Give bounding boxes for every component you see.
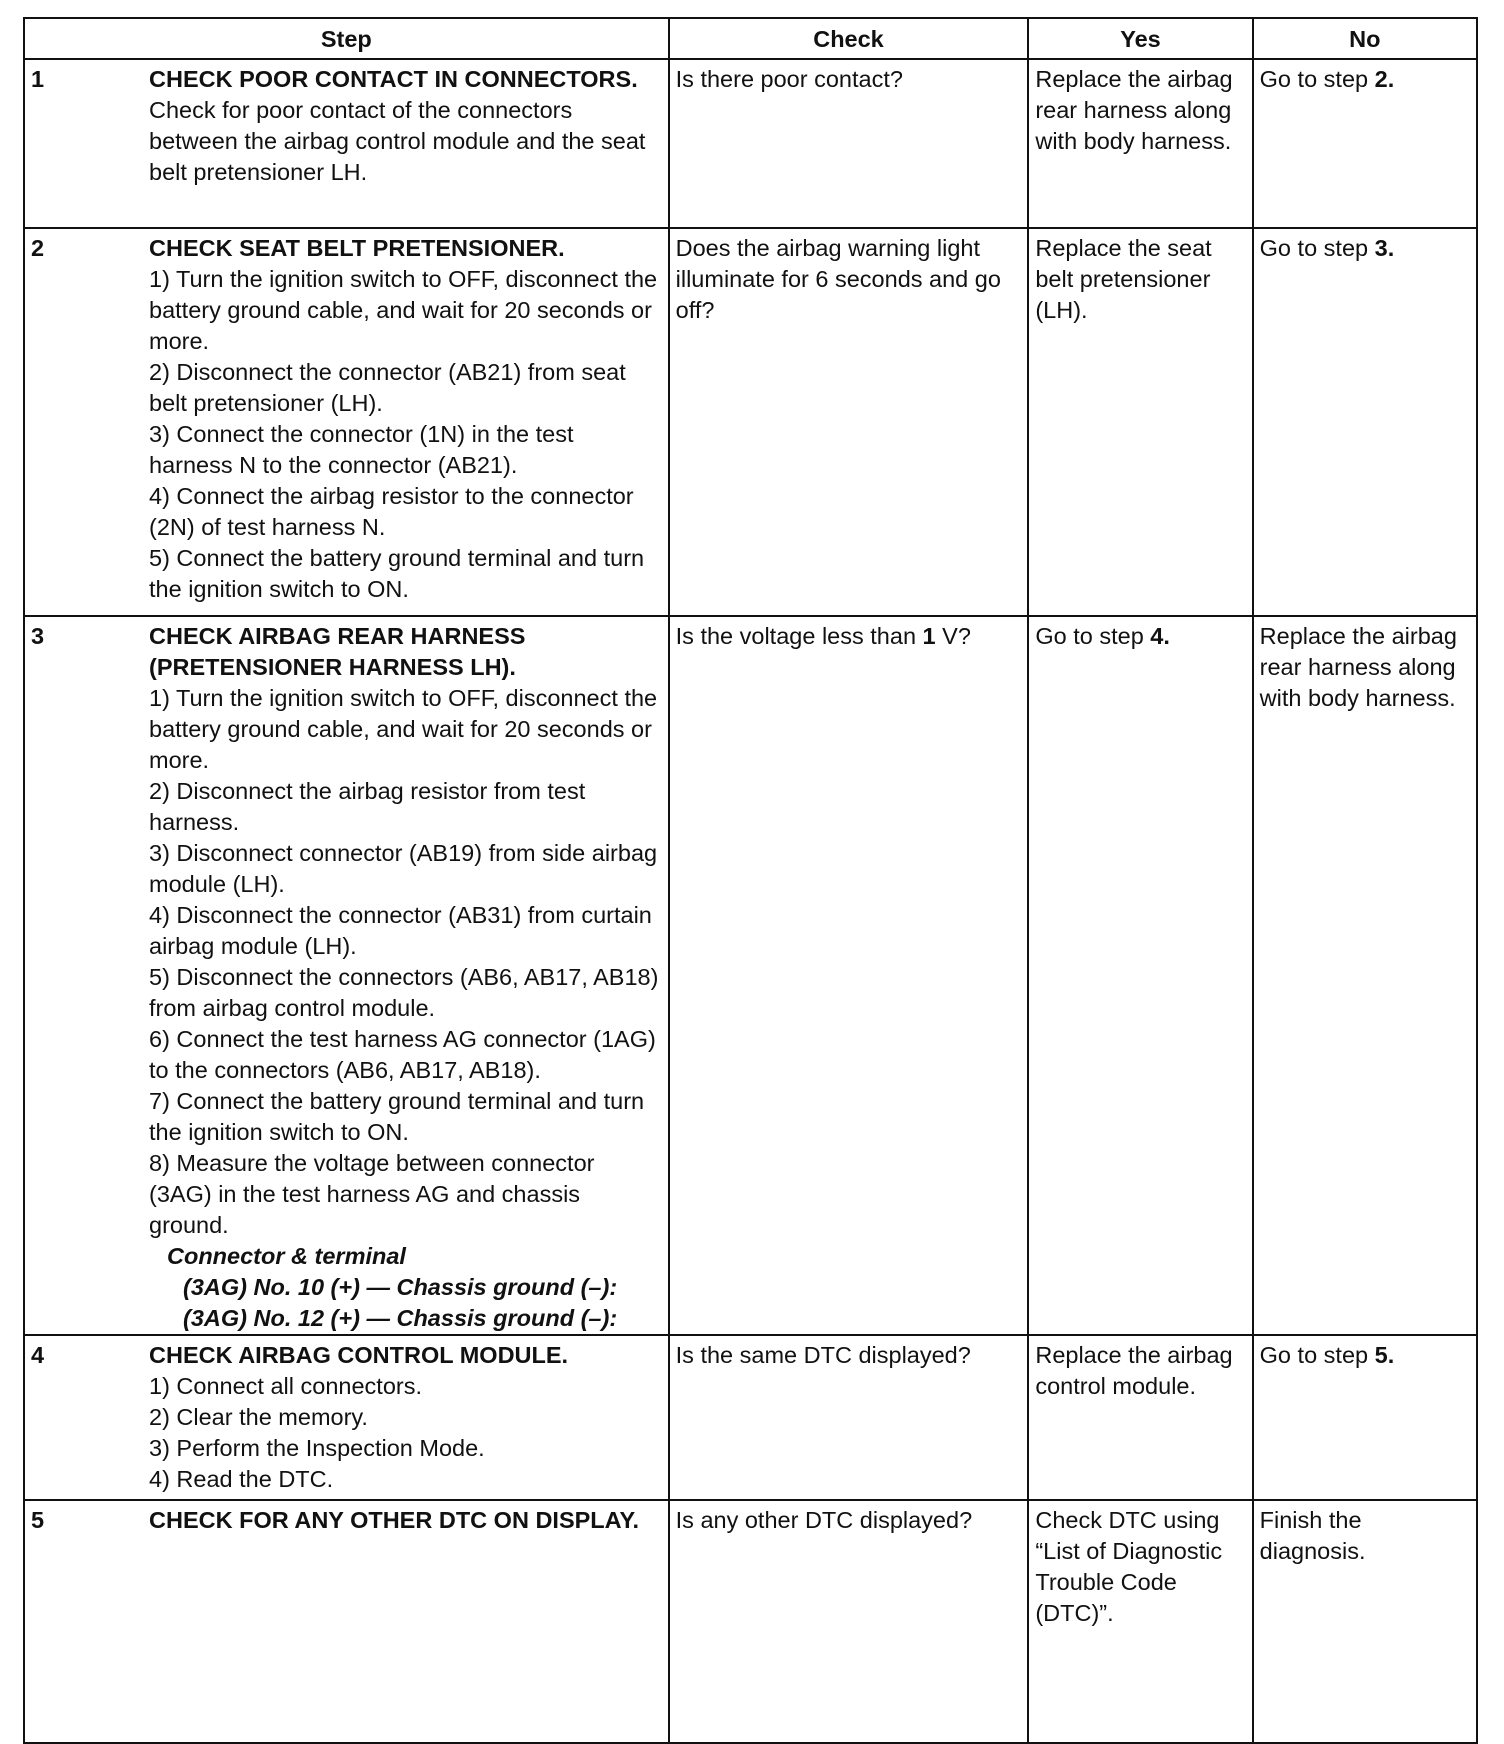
no-cell: Replace the airbag rear harness along with body harness.: [1253, 616, 1477, 1335]
step-cell: [24, 228, 669, 616]
table-header-row: [24, 18, 1477, 59]
step-title: CHECK FOR ANY OTHER DTC ON DISPLAY.: [149, 1507, 640, 1533]
step-number: 3: [31, 623, 45, 649]
yes-step-ref: 4: [1150, 623, 1164, 649]
step-instruction: 8) Measure the voltage between connector (3AG) in the test harness AG and chassis ground.: [149, 1150, 595, 1238]
no-suffix: .: [1387, 66, 1395, 92]
connector-terminal-line: (3AG) No. 12 (+) — Chassis ground (–):: [183, 1305, 618, 1331]
check-prefix: Is the voltage less than: [675, 623, 923, 649]
check-cell: Is the same DTC displayed?: [669, 1335, 1029, 1500]
step-number: 2: [31, 235, 45, 261]
step-instruction: 1) Connect all connectors.: [149, 1373, 423, 1399]
step-instruction: 3) Perform the Inspection Mode.: [149, 1435, 485, 1461]
header-no: No: [1253, 18, 1477, 59]
table-row: [24, 1500, 1477, 1743]
yes-cell: Replace the airbag control module.: [1028, 1335, 1252, 1500]
step-title: CHECK POOR CONTACT IN CONNECTORS.: [149, 66, 638, 92]
no-suffix: .: [1387, 1342, 1395, 1368]
step-cell: [24, 59, 669, 228]
table-row: [24, 616, 1477, 1335]
step-instruction: 2) Clear the memory.: [149, 1404, 368, 1430]
yes-cell: Check DTC using “List of Diagnostic Trouble Code (DTC)”.: [1028, 1500, 1252, 1743]
connector-terminal-heading: Connector & terminal: [167, 1243, 406, 1269]
no-suffix: .: [1387, 235, 1395, 261]
step-body: Check for poor contact of the connectors between the airbag control module and the seat belt pretensioner LH.: [149, 97, 646, 185]
table-row: [24, 59, 1477, 228]
yes-cell: Replace the airbag rear harness along with body harness.: [1028, 59, 1252, 228]
connector-terminal-line: (3AG) No. 10 (+) — Chassis ground (–):: [183, 1274, 618, 1300]
step-instruction: 2) Disconnect the airbag resistor from test harness.: [149, 778, 586, 835]
table-row: [24, 1335, 1477, 1500]
header-check: Check: [669, 18, 1029, 59]
no-prefix: Go to step: [1259, 235, 1375, 261]
step-title: CHECK AIRBAG CONTROL MODULE.: [149, 1342, 569, 1368]
step-instruction: 3) Disconnect connector (AB19) from side airbag module (LH).: [149, 840, 658, 897]
header-step: Step: [24, 18, 669, 59]
no-step-ref: 5: [1374, 1342, 1388, 1368]
step-instruction: 4) Disconnect the connector (AB31) from curtain airbag module (LH).: [149, 902, 652, 959]
step-instruction: 5) Disconnect the connectors (AB6, AB17, AB18) from airbag control module.: [149, 964, 659, 1021]
step-number: 1: [31, 66, 45, 92]
no-cell: [1253, 1335, 1477, 1500]
step-instruction: 6) Connect the test harness AG connector (1AG) to the connectors (AB6, AB17, AB18).: [149, 1026, 656, 1083]
no-prefix: Go to step: [1259, 66, 1375, 92]
step-instruction: 1) Turn the ignition switch to OFF, disconnect the battery ground cable, and wait for 20 seconds or more.: [149, 266, 658, 354]
step-title: CHECK SEAT BELT PRETENSIONER.: [149, 235, 565, 261]
check-cell: Is any other DTC displayed?: [669, 1500, 1029, 1743]
step-instruction: 3) Connect the connector (1N) in the test harness N to the connector (AB21).: [149, 421, 574, 478]
yes-cell: [1028, 616, 1252, 1335]
step-title: CHECK AIRBAG REAR HARNESS (PRETENSIONER HARNESS LH).: [149, 623, 526, 680]
no-step-ref: 3: [1374, 235, 1388, 261]
no-cell: Finish the diagnosis.: [1253, 1500, 1477, 1743]
no-prefix: Go to step: [1259, 1342, 1375, 1368]
step-instruction: 2) Disconnect the connector (AB21) from seat belt pretensioner (LH).: [149, 359, 626, 416]
step-number: 5: [31, 1507, 45, 1533]
step-instruction: 5) Connect the battery ground terminal and turn the ignition switch to ON.: [149, 545, 645, 602]
diagnostic-procedure-table: [23, 17, 1478, 1744]
step-number: 4: [31, 1342, 45, 1368]
step-instruction: 4) Connect the airbag resistor to the connector (2N) of test harness N.: [149, 483, 634, 540]
check-cell: [669, 616, 1029, 1335]
table-row: [24, 228, 1477, 616]
no-step-ref: 2: [1374, 66, 1388, 92]
no-cell: [1253, 59, 1477, 228]
yes-cell: Replace the seat belt pretensioner (LH).: [1028, 228, 1252, 616]
no-cell: [1253, 228, 1477, 616]
step-cell: [24, 1335, 669, 1500]
step-instruction: 7) Connect the battery ground terminal and turn the ignition switch to ON.: [149, 1088, 645, 1145]
check-value: 1: [922, 623, 936, 649]
check-suffix: V?: [935, 623, 971, 649]
check-cell: Does the airbag warning light illuminate for 6 seconds and go off?: [669, 228, 1029, 616]
yes-prefix: Go to step: [1035, 623, 1151, 649]
step-cell: [24, 616, 669, 1335]
step-cell: [24, 1500, 669, 1743]
step-instruction: 4) Read the DTC.: [149, 1466, 334, 1492]
yes-suffix: .: [1163, 623, 1170, 649]
check-cell: Is there poor contact?: [669, 59, 1029, 228]
header-yes: Yes: [1028, 18, 1252, 59]
step-instruction: 1) Turn the ignition switch to OFF, disconnect the battery ground cable, and wait for 20 seconds or more.: [149, 685, 658, 773]
